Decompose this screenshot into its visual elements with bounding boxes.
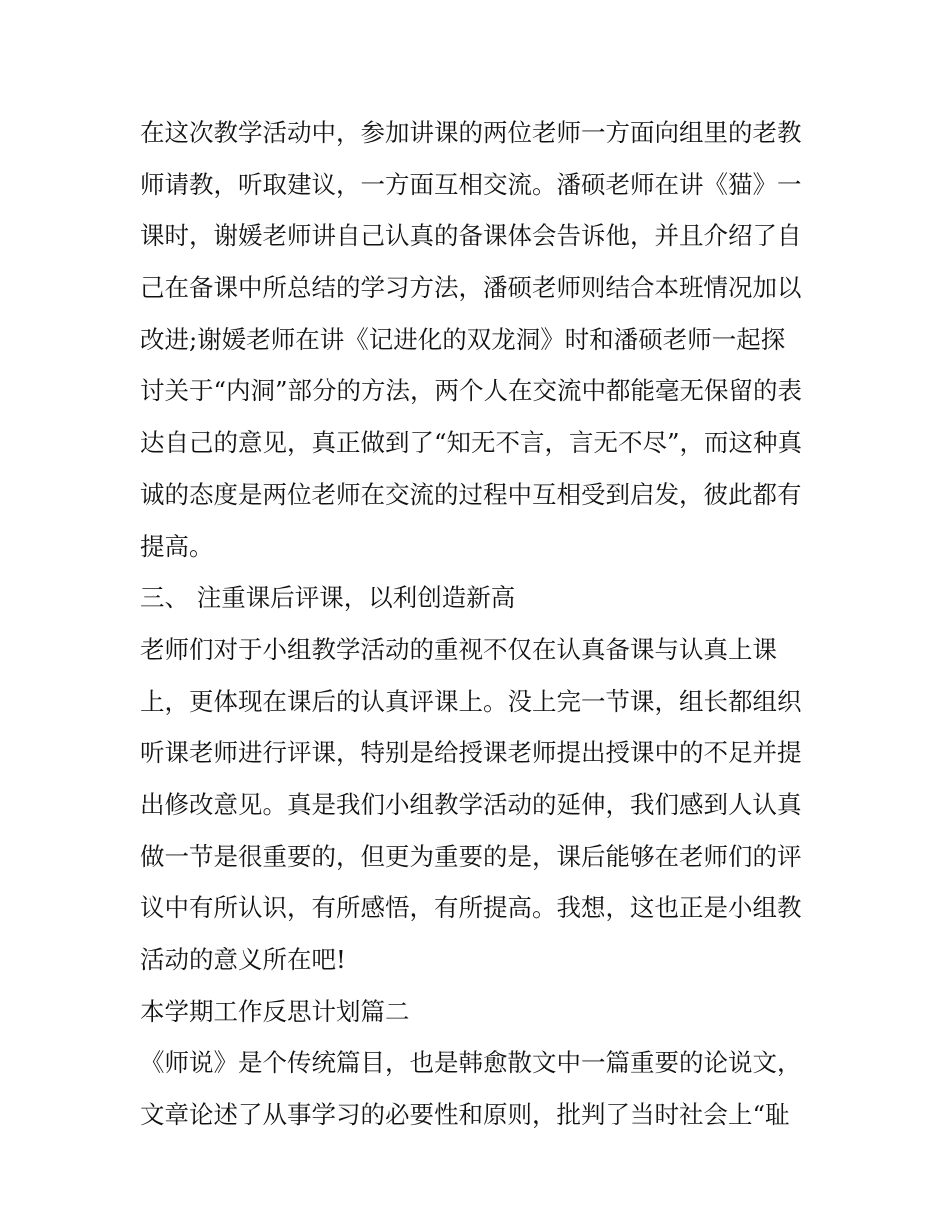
text-line: 讨关于“内洞”部分的方法，两个人在交流中都能毫无保留的表 (140, 376, 803, 406)
text-line: 文章论述了从事学习的必要性和原则，批判了当时社会上“耻 (140, 1100, 790, 1130)
text-line: 出修改意见。真是我们小组教学活动的延伸，我们感到人认真 (140, 789, 802, 819)
text-line: 议中有所认识，有所感悟，有所提高。我想，这也正是小组教 (140, 893, 802, 923)
text-line: 改进;谢媛老师在讲《记进化的双龙洞》时和潘硕老师一起探 (140, 324, 786, 354)
text-line: 听课老师进行评课，特别是给授课老师提出授课中的不足并提 (140, 738, 802, 768)
text-line: 在这次教学活动中，参加讲课的两位老师一方面向组里的老教 (140, 118, 802, 147)
text-line: 活动的意义所在吧! (140, 945, 346, 974)
text-line: 诚的态度是两位老师在交流的过程中互相受到启发，彼此都有 (140, 479, 802, 509)
section-heading: 三、 注重课后评课，以利创造新高 (140, 583, 516, 613)
article-title: 本学期工作反思计划篇二 (140, 996, 410, 1026)
text-line: 课时，谢媛老师讲自己认真的备课体会告诉他，并且介绍了自 (140, 221, 802, 251)
text-line: 老师们对于小组教学活动的重视不仅在认真备课与认真上课 (140, 634, 777, 664)
text-line: 《师说》是个传统篇目，也是韩愈散文中一篇重要的论说文， (140, 1048, 802, 1078)
text-line: 己在备课中所总结的学习方法，潘硕老师则结合本班情况加以 (140, 273, 802, 303)
text-line: 达自己的意见，真正做到了“知无不言，言无不尽”，而这种真 (140, 428, 803, 458)
text-line: 师请教，听取建议，一方面互相交流。潘硕老师在讲《猫》一 (140, 169, 802, 199)
text-line: 提高。 (140, 531, 214, 561)
document-body (140, 107, 820, 1141)
text-line: 做一节是很重要的，但更为重要的是，课后能够在老师们的评 (140, 841, 802, 871)
text-line: 上，更体现在课后的认真评课上。没上完一节课，组长都组织 (140, 686, 802, 716)
